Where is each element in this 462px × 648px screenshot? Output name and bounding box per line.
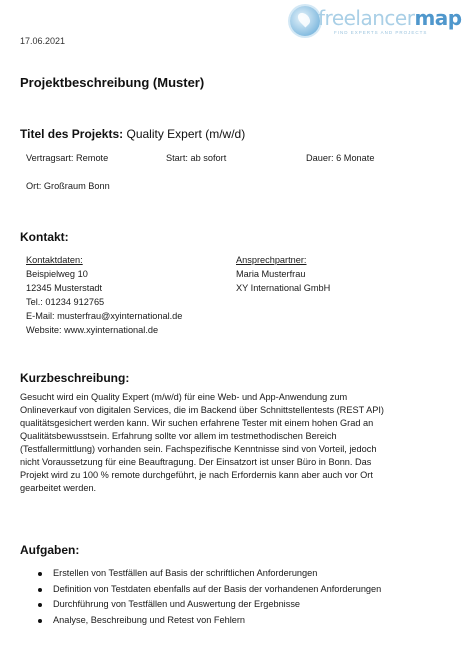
tasks-heading: Aufgaben:: [20, 543, 80, 557]
summary-line: Projekt wird zu 100 % remote durchgeführt, je nach Erfordernis kann aber auch vor Ort: [20, 470, 373, 481]
task-item: [20, 597, 381, 613]
task-item: [20, 582, 381, 598]
project-title-label: Titel des Projekts:: [20, 127, 124, 141]
duration: Dauer: 6 Monate: [306, 153, 375, 163]
bullet-icon: [38, 588, 42, 592]
logo-text-bold: map: [414, 6, 462, 30]
bullet-icon: [38, 619, 42, 623]
contact-person-heading: Ansprechpartner:: [236, 255, 307, 265]
logo-tagline: FIND EXPERTS AND PROJECTS: [334, 30, 428, 35]
summary-line: Qualitätsbewusstsein. Erfahrung sollte vor allem im testmethodischen Bereich: [20, 431, 337, 442]
summary-paragraph: [20, 391, 430, 495]
contact-line: E-Mail: musterfrau@xyinternational.de: [26, 311, 183, 321]
task-item: [20, 566, 381, 582]
contact-line: 12345 Musterstadt: [26, 283, 103, 293]
contact-line: Website: www.xyinternational.de: [26, 325, 159, 335]
tasks-list: [20, 566, 381, 629]
logo-text-light: freelancer: [318, 6, 415, 30]
bullet-icon: [38, 603, 42, 607]
map-pin-icon: [290, 6, 320, 36]
contact-person: [236, 253, 330, 295]
contact-heading: Kontakt:: [20, 230, 69, 244]
summary-line: Gesucht wird ein Quality Expert (m/w/d) für eine Web- und App-Anwendung zum: [20, 392, 348, 402]
summary-line: Onlineverkauf von digitalen Services, die im Backend über Schnittstellentests (REST API): [20, 405, 384, 416]
contact-line: Beispielweg 10: [26, 269, 88, 279]
bullet-icon: [38, 572, 42, 576]
summary-heading: Kurzbeschreibung:: [20, 371, 130, 385]
task-item: [20, 613, 381, 629]
freelancermap-logo: [290, 4, 462, 44]
start-date: Start: ab sofort: [166, 153, 227, 163]
task-text: Analyse, Beschreibung und Retest von Fehlern: [53, 615, 246, 626]
logo-wordmark: [318, 6, 462, 30]
document-date: 17.06.2021: [20, 36, 66, 46]
summary-line: nicht Voraussetzung für eine Beauftragung. Der Einsatzort ist unser Büro in Bonn. Das: [20, 457, 372, 468]
contact-details-heading: Kontaktdaten:: [26, 255, 83, 265]
project-title-value: Quality Expert (m/w/d): [126, 127, 246, 141]
contact-person-line: Maria Musterfrau: [236, 269, 306, 279]
contact-details: [26, 253, 182, 337]
contact-person-line: XY International GmbH: [236, 283, 331, 293]
summary-line: gearbeitet werden.: [20, 483, 97, 494]
location: Ort: Großraum Bonn: [26, 181, 110, 191]
contact-line: Tel.: 01234 912765: [26, 297, 105, 307]
summary-line: (Testfallermittlung) vorhanden sein. Fachspezifische Kenntnisse sind von Vorteil, jedoch: [20, 444, 377, 455]
task-text: Durchführung von Testfällen und Auswertung der Ergebnisse: [53, 599, 301, 610]
document-title: Projektbeschreibung (Muster): [20, 75, 205, 90]
task-text: Definition von Testdaten ebenfalls auf der Basis der vorhandenen Anforderungen: [53, 583, 382, 594]
task-text: Erstellen von Testfällen auf Basis der schriftlichen Anforderungen: [53, 568, 318, 578]
contract-type: Vertragsart: Remote: [26, 153, 109, 163]
project-title-row: [20, 127, 245, 141]
summary-line: qualitätsgesichert werden kann. Wir suchen erfahrene Tester mit einem hohen Grad an: [20, 418, 374, 429]
